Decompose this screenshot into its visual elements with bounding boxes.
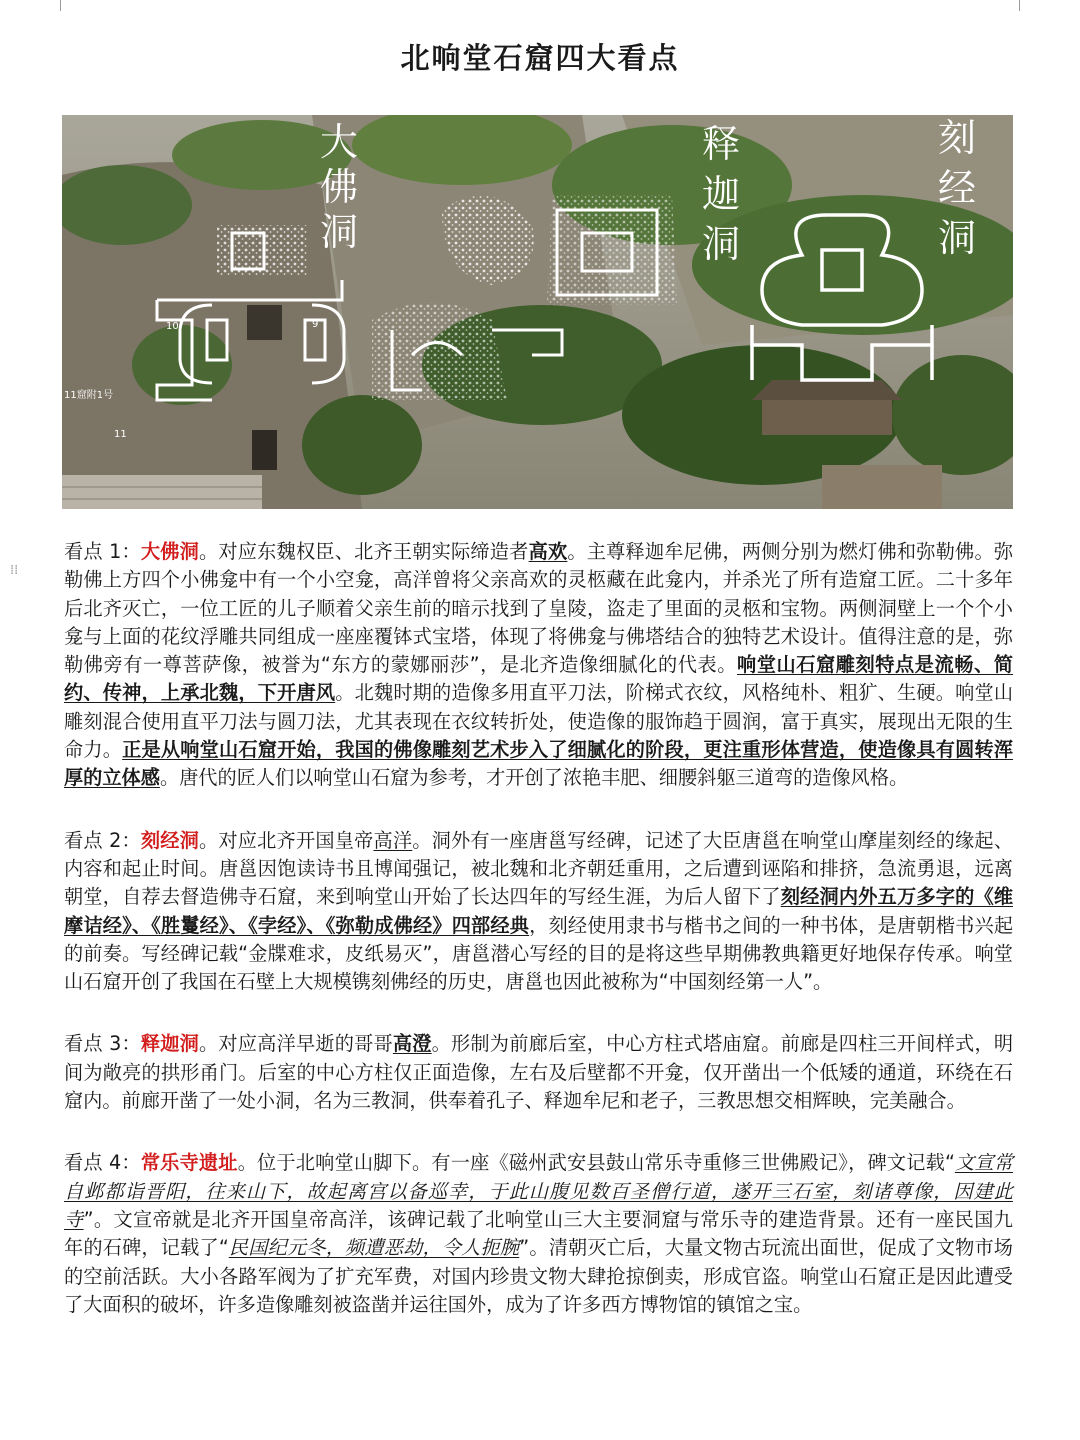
cave-number-11: 11	[114, 429, 127, 440]
cave-photo	[62, 115, 1013, 509]
section-1-prefix: 看点 1：	[64, 540, 141, 563]
label-dafo-char3: 洞	[320, 210, 359, 254]
section-1-key-2: 正是从响堂山石窟开始，我国的佛像雕刻艺术步入了细腻化的阶段，更注重形体营造，使造像具有圆转浑厚的立体感	[64, 738, 1014, 790]
section-2-prefix: 看点 2：	[64, 828, 141, 852]
label-kejing-char1: 刻	[938, 116, 977, 160]
section-4-quote-1: 文宣常自邺都诣晋阳，往来山下，故起离宫以备巡幸，于此山腹见数百圣僧行道，遂开三石室，刻诸尊像，因建此寺	[64, 1151, 1014, 1231]
cave-number-9: 9	[312, 319, 319, 330]
label-shijia-char3: 洞	[702, 222, 741, 266]
page-corner-mark-left	[60, 0, 61, 11]
section-1-person: 高欢	[528, 540, 568, 563]
label-kejing-char3: 洞	[938, 216, 977, 260]
cave-number-annex: 11窟附1号	[64, 390, 114, 401]
section-1-name: 大佛洞	[140, 540, 200, 563]
section-4-prefix: 看点 4：	[64, 1151, 141, 1175]
section-2: 看点 2：刻经洞。对应北齐开国皇帝高洋。洞外有一座唐邕写经碑，记述了大臣唐邕在响堂山摩崖刻经的缘起、内容和起止时间。唐邕因饱读诗书且博闻强记，被北魏和北齐朝廷重用，之后遭到诬陷和排挤，急流勇退，远离朝堂，自荐去督造佛寺石窟，来到响堂山开始了长达四年的写经生涯，为后人留下了刻经洞内外五万多字的《维摩诘经》、《胜鬘经》、《孛经》、《弥勒成佛经》四部经典，刻经使用隶书与楷书之间的一种书体，是唐朝楷书兴起的前奏。写经碑记载“金牒难求，皮纸易灭”，唐邕潜心写经的目的是将这些早期佛教典籍更好地保存传承。响堂山石窟开创了我国在石壁上大规模镌刻佛经的历史，唐邕也因此被称为“中国刻经第一人”。	[64, 828, 1014, 994]
label-shijia-char1: 释	[702, 122, 741, 166]
section-1-key-1: 响堂山石窟雕刻特点是流畅、简约、传神，上承北魏，下开唐风	[64, 653, 1014, 705]
article-body	[64, 538, 1013, 1353]
drag-handle-icon[interactable]: ⁞⁞	[10, 563, 19, 578]
label-shijia-char2: 迦	[702, 172, 741, 216]
section-4-quote-2: 民国纪元冬，频遭恶劫，令人扼腕	[228, 1236, 520, 1260]
label-dafo-char2: 佛	[320, 165, 359, 209]
label-dafo-char1: 大	[320, 120, 359, 164]
page-corner-mark-right	[1019, 0, 1020, 11]
page-title: 北响堂石窟四大看点	[400, 41, 680, 75]
section-2-key-1: 刻经洞内外五万多字的《维摩诘经》、《胜鬘经》、《孛经》、《弥勒成佛经》四部经典	[64, 885, 1014, 937]
section-3-prefix: 看点 3：	[64, 1032, 141, 1056]
section-4-name: 常乐寺遗址	[140, 1151, 238, 1175]
section-3: 看点 3：释迦洞。对应高洋早逝的哥哥高澄。形制为前廊后室，中心方柱式塔庙窟。前廊是四柱三开间样式，明间为敞亮的拱形甬门。后室的中心方柱仅正面造像，左右及后壁都不开龛，仅开凿出一个低矮的通道，环绕在石窟内。前廊开凿了一处小洞，名为三教洞，供奉着孔子、释迦牟尼和老子，三教思想交相辉映，完美融合。	[64, 1032, 1014, 1113]
section-2-name: 刻经洞	[140, 828, 200, 852]
section-1: 看点 1：大佛洞。对应东魏权臣、北齐王朝实际缔造者高欢。主尊释迦牟尼佛，两侧分别为燃灯佛和弥勒佛。弥勒佛上方四个小佛龛中有一个小空龛，高洋曾将父亲高欢的灵柩藏在此龛内，并杀光了所有造窟工匠。二十多年后北齐灭亡，一位工匠的儿子顺着父亲生前的暗示找到了皇陵，盗走了里面的灵柩和宝物。两侧洞壁上一个个小龛与上面的花纹浮雕共同组成一座座覆钵式宝塔，体现了将佛龛与佛塔结合的独特艺术设计。值得注意的是，弥勒佛旁有一尊菩萨像，被誉为“东方的蒙娜丽莎”，是北齐造像细腻化的代表。响堂山石窟雕刻特点是流畅、简约、传神，上承北魏，下开唐风。北魏时期的造像多用直平刀法，阶梯式衣纹，风格纯朴、粗犷、生硬。响堂山雕刻混合使用直平刀法与圆刀法，尤其表现在衣纹转折处，使造像的服饰趋于圆润，富于真实，展现出无限的生命力。正是从响堂山石窟开始，我国的佛像雕刻艺术步入了细腻化的阶段，更注重形体营造，使造像具有圆转浑厚的立体感。唐代的匠人们以响堂山石窟为参考，才开创了浓艳丰肥、细腰斜躯三道弯的造像风格。	[64, 540, 1014, 790]
label-kejing-char2: 经	[938, 166, 977, 210]
cave-number-10: 10	[166, 321, 179, 332]
section-4: 看点 4：常乐寺遗址。位于北响堂山脚下。有一座《磁州武安县鼓山常乐寺重修三世佛殿记》，碑文记载“文宣常自邺都诣晋阳，往来山下，故起离宫以备巡幸，于此山腹见数百圣僧行道，遂开三石室，刻诸尊像，因建此寺”。文宣帝就是北齐开国皇帝高洋，该碑记载了北响堂山三大主要洞窟与常乐寺的建造背景。还有一座民国九年的石碑，记载了“民国纪元冬，频遭恶劫，令人扼腕”。清朝灭亡后，大量文物古玩流出面世，促成了文物市场的空前活跃。大小各路军阀为了扩充军费，对国内珍贵文物大肆抢掠倒卖，形成官盗。响堂山石窟正是因此遭受了大面积的破坏，许多造像雕刻被盗凿并运往国外，成为了许多西方博物馆的镇馆之宝。	[64, 1151, 1014, 1316]
section-3-name: 释迦洞	[140, 1032, 200, 1056]
section-2-person: 高洋	[373, 828, 413, 852]
section-3-person: 高澄	[392, 1032, 432, 1056]
